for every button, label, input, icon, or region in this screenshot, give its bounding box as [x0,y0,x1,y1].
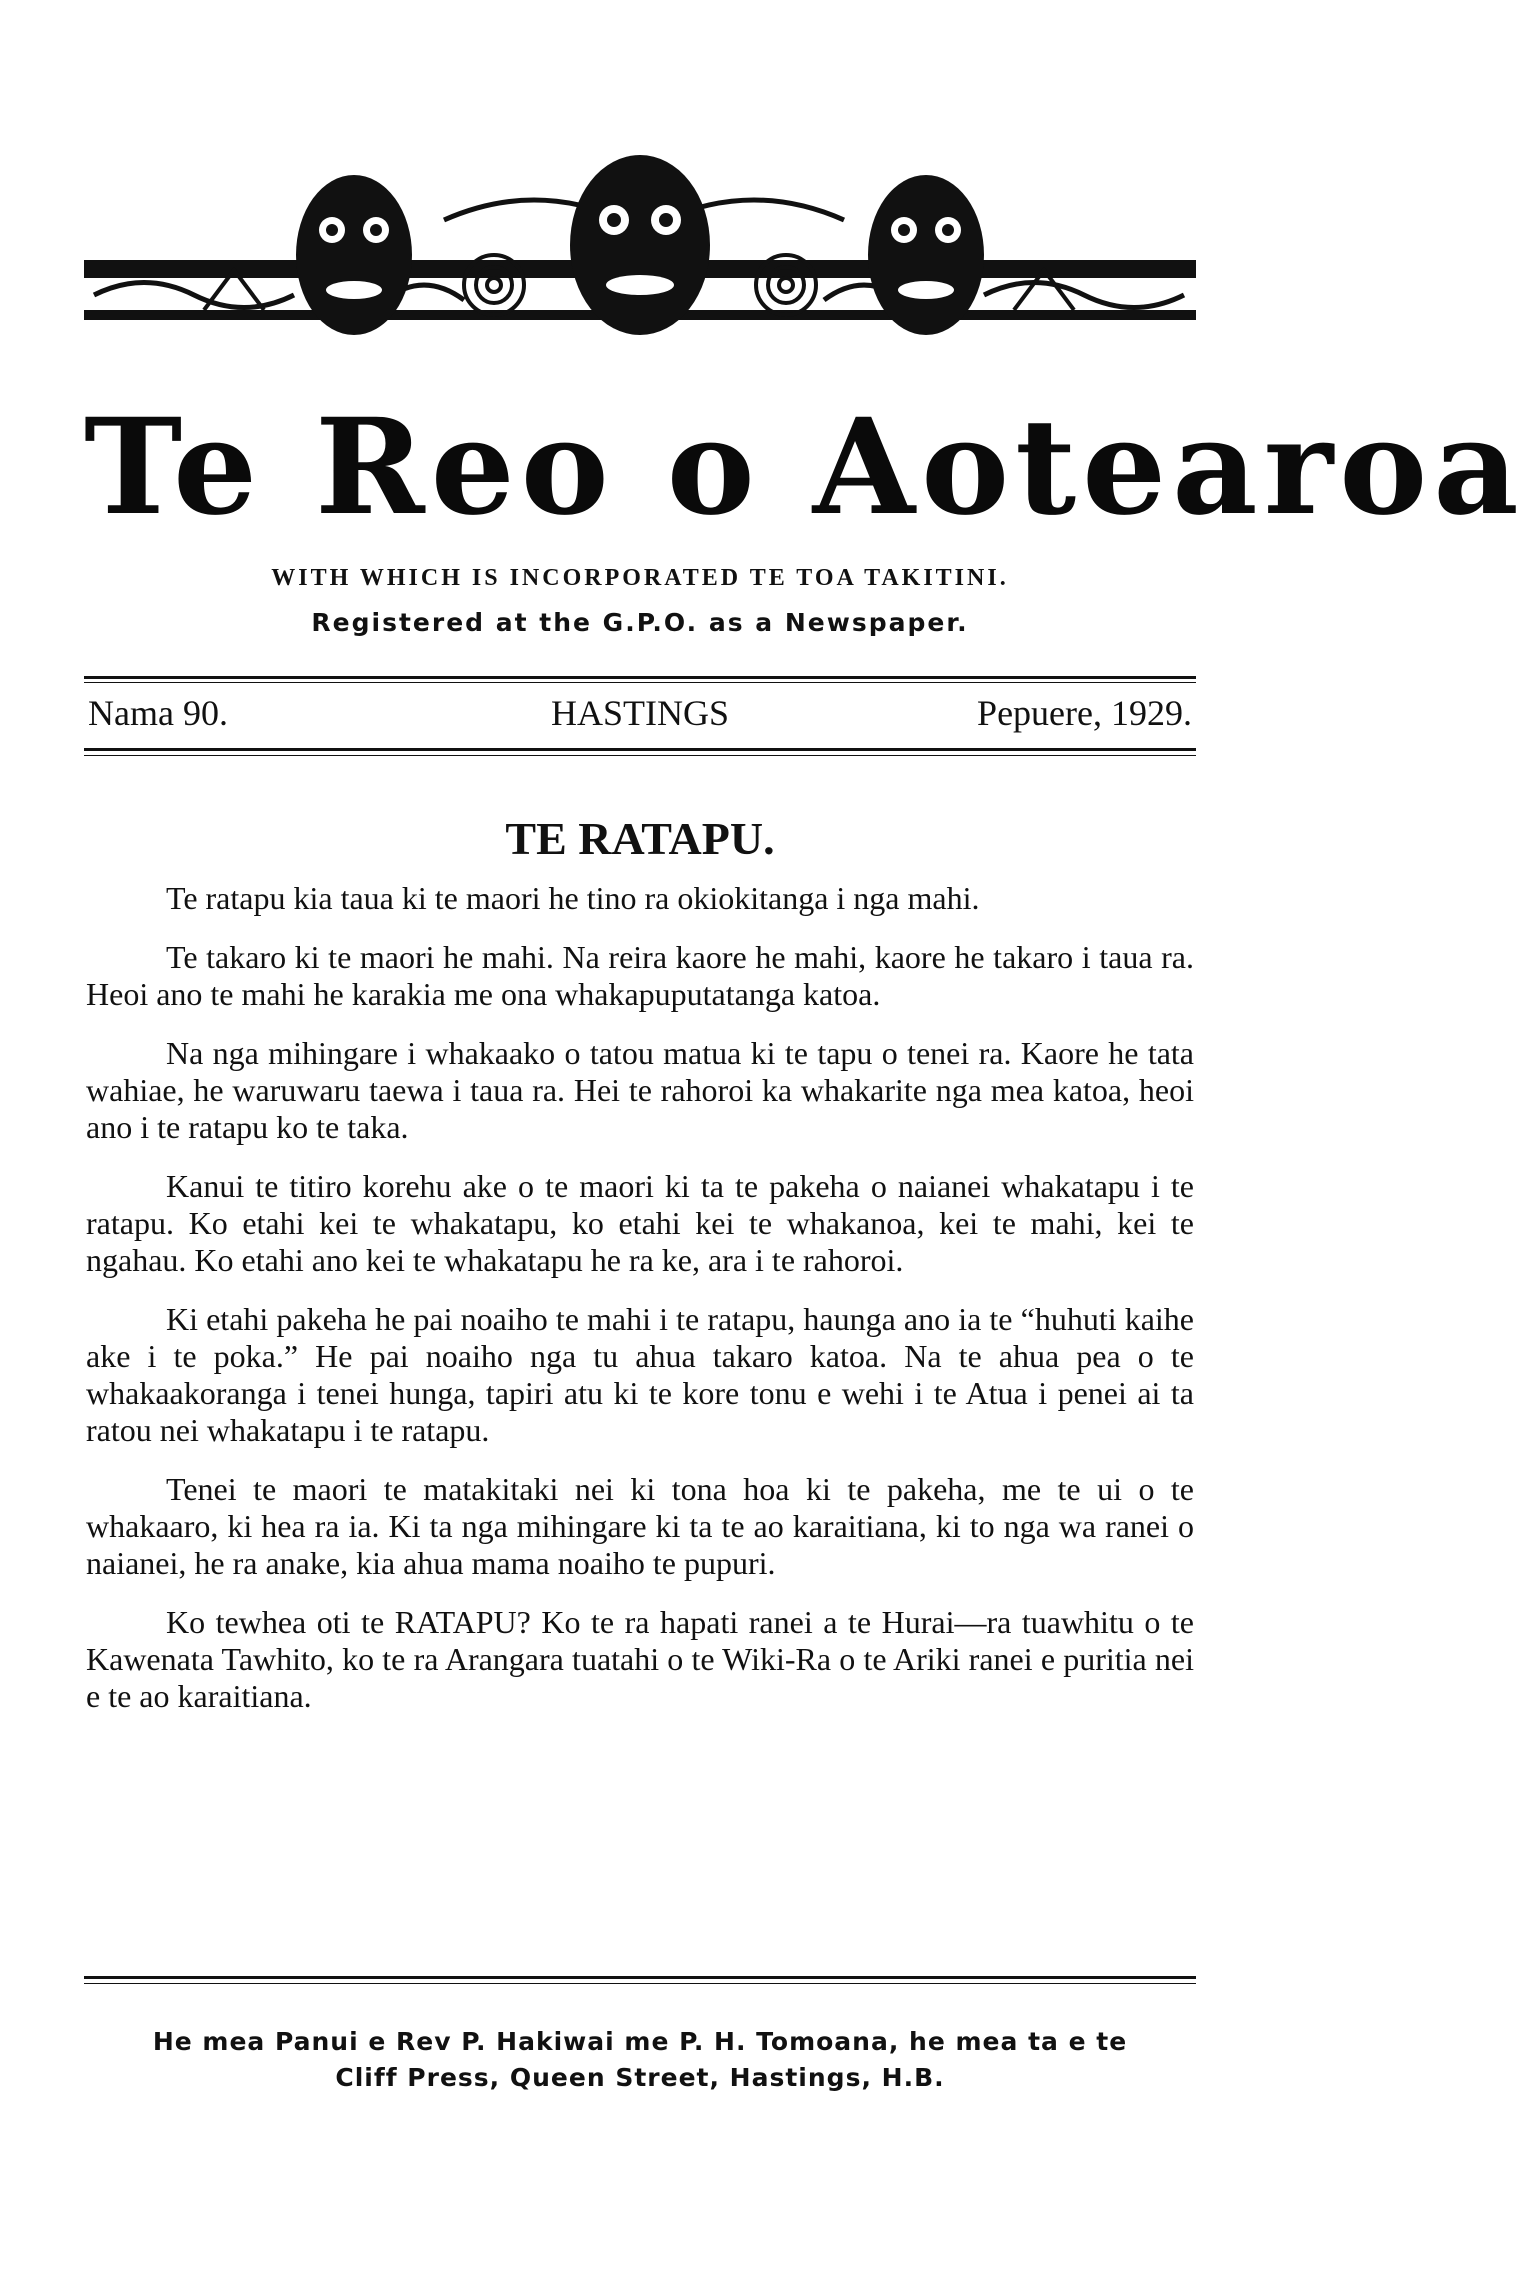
publisher-line-2: Cliff Press, Queen Street, Hastings, H.B. [335,2063,945,2092]
issue-place: HASTINGS [550,693,729,733]
article-paragraph: Ki etahi pakeha he pai noaiho te mahi i te ratapu, haunga ano ia te “huhuti kaihe ake i te poka.” He pai noaiho nga tu ahua takaro katoa. Na te ahua pea o te whakaakoranga i tenei hunga, tapiri atu ki te kore tonu e wehi i te Atua i penei ai ta ratou nei whakatapu i te ratapu. [86,1301,1194,1448]
publisher-credit [84,2024,1196,2096]
divider-footer [84,1976,1196,1979]
divider-issue-bottom-thin [84,755,1196,756]
divider-top [84,676,1196,679]
publisher-line-1: He mea Panui e Rev P. Hakiwai me P. H. Tomoana, he mea ta e te [152,2027,1128,2056]
issue-number: Nama 90. [88,693,228,733]
issue-bar [84,688,1196,744]
issue-date: Pepuere, 1929. [977,693,1192,733]
divider-issue-bottom [84,748,1196,751]
divider-footer-thin [84,1983,1196,1984]
article-paragraph: Te ratapu kia taua ki te maori he tino ra okiokitanga i nga mahi. [166,880,980,916]
article-paragraph: Te takaro ki te maori he mahi. Na reira kaore he mahi, kaore he takaro i taua ra. Heoi ano te mahi he karakia me ona whakapuputatanga katoa. [86,939,1194,1012]
masthead-subtitle: WITH WHICH IS INCORPORATED TE TOA TAKITINI. [271,565,1009,591]
masthead-title: Te Reo o Aotearoa [84,390,1525,545]
article-heading: TE RATAPU. [505,813,775,864]
article-paragraph: Kanui te titiro korehu ake o te maori ki ta te pakeha o naianei whakatapu i te ratapu. Ko etahi kei te whakatapu, ko etahi kei te whakanoa, kei te mahi, kei te ngahau. Ko etahi ano kei te whakatapu he ra ke, ara i te rahoroi. [86,1168,1194,1278]
article-paragraph: Na nga mihingare i whakaako o tatou matua ki te tapu o tenei ra. Kaore he tata wahiae, he waruwaru taewa i taua ra. Hei te rahoroi ka whakarite nga mea katoa, heoi ano i te ratapu ko te taka. [86,1035,1194,1145]
article-body [86,880,1194,1737]
registration-note: Registered at the G.P.O. as a Newspaper. [311,608,969,637]
maori-carving-icon [84,160,1196,350]
article-paragraph: Tenei te maori te matakitaki nei ki tona hoa ki te pakeha, me te ui o te whakaaro, ki hea ra ia. Ki ta nga mihingare ki ta te ao karaitiana, ki to nga wa ranei o naianei, he ra anake, kia ahua mama noaiho te pupuri. [86,1471,1194,1581]
article-paragraph: Ko tewhea oti te RATAPU? Ko te ra hapati ranei a te Hurai—ra tuawhitu o te Kawenata Tawhito, ko te ra Arangara tuatahi o te Wiki-Ra o te Ariki ranei e puritia nei e te ao karaitiana. [86,1604,1194,1714]
divider-top-thin [84,682,1196,683]
